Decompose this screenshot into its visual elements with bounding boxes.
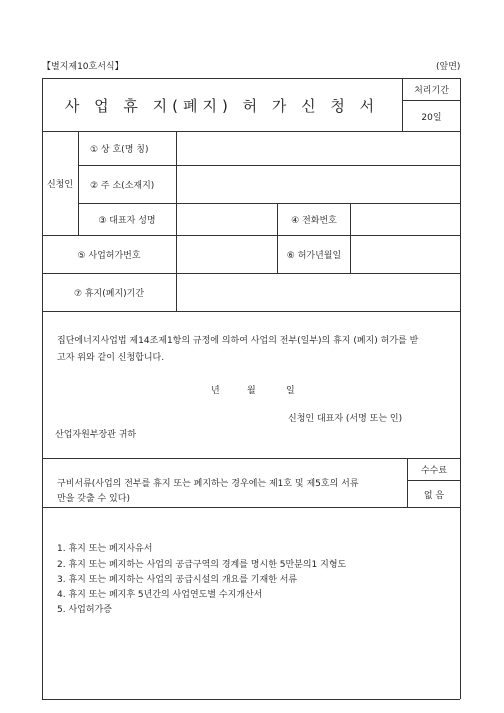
- date-year: 년: [211, 386, 220, 396]
- document-item-4: 4. 휴지 또는 폐지후 5년간의 사업연도별 수지개산서: [57, 590, 263, 600]
- document-item-1: 1. 휴지 또는 폐지사유서: [57, 544, 153, 554]
- form-number-label: 【별지제10호서식】: [42, 62, 124, 72]
- recipient-line: 산업자원부장관 귀하: [55, 430, 137, 440]
- document-item-5: 5. 사업허가증: [57, 605, 112, 615]
- row-line-5: [42, 311, 460, 312]
- processing-period-value: 20일: [421, 112, 442, 123]
- applicant-group-label: 신청인: [46, 179, 74, 190]
- date-day: 일: [286, 386, 295, 396]
- row-line-6: [42, 458, 460, 459]
- trade-name-field[interactable]: [177, 132, 459, 164]
- document-item-3: 3. 휴지 또는 폐지하는 사업의 공급시설의 개요를 기재한 서류: [57, 575, 298, 585]
- suspension-period-field[interactable]: [178, 274, 459, 310]
- address-field[interactable]: [177, 166, 459, 202]
- rep-name-field[interactable]: [178, 204, 276, 234]
- document-item-2: 2. 휴지 또는 폐지하는 사업의 공급구역의 경계를 명시한 5만분의1 지형도: [57, 560, 347, 570]
- outer-border-bottom: [42, 699, 460, 700]
- date-month: 월: [247, 386, 256, 396]
- outer-border-top: [42, 78, 460, 79]
- statement-line-1: 집단에너지사업법 제14조제1항의 규정에 의하여 사업의 전부(일부)의 휴지 (폐지) 허가를 받: [57, 336, 419, 346]
- fee-value: 없 음: [423, 490, 445, 501]
- processing-period-label: 처리기간: [414, 86, 449, 96]
- suspension-period-label: ⑦ 휴지(폐지)기간: [73, 288, 145, 299]
- rep-name-label: ③ 대표자 성명: [98, 215, 156, 226]
- address-label: ② 주 소(소재지): [90, 180, 155, 191]
- fee-label: 수수료: [420, 466, 448, 476]
- trade-name-label: ① 상 호(명 칭): [90, 144, 149, 155]
- page-side-label: (앞면): [436, 62, 461, 72]
- form-title: 사 업 휴 지(폐지) 허 가 신 청 서: [64, 96, 380, 115]
- outer-border-right: [460, 78, 461, 699]
- phone-label: ④ 전화번호: [291, 215, 337, 226]
- statement-line-2: 고자 위와 같이 신청합니다.: [57, 353, 165, 363]
- signer-line: 신청인 대표자 (서명 또는 인): [288, 414, 403, 424]
- license-number-field[interactable]: [178, 236, 276, 272]
- phone-field[interactable]: [351, 204, 459, 234]
- license-date-field[interactable]: [351, 236, 459, 272]
- documents-title-line-1: 구비서류(사업의 전부를 휴지 또는 폐지하는 경우에는 제1호 및 제5호의 서류: [57, 479, 359, 489]
- documents-title-line-2: 만을 갖출 수 있다): [57, 494, 130, 504]
- license-date-label: ⑥ 허가년월일: [286, 250, 342, 261]
- rep-name-divider: [176, 203, 177, 235]
- license-number-label: ⑤ 사업허가번호: [77, 250, 141, 261]
